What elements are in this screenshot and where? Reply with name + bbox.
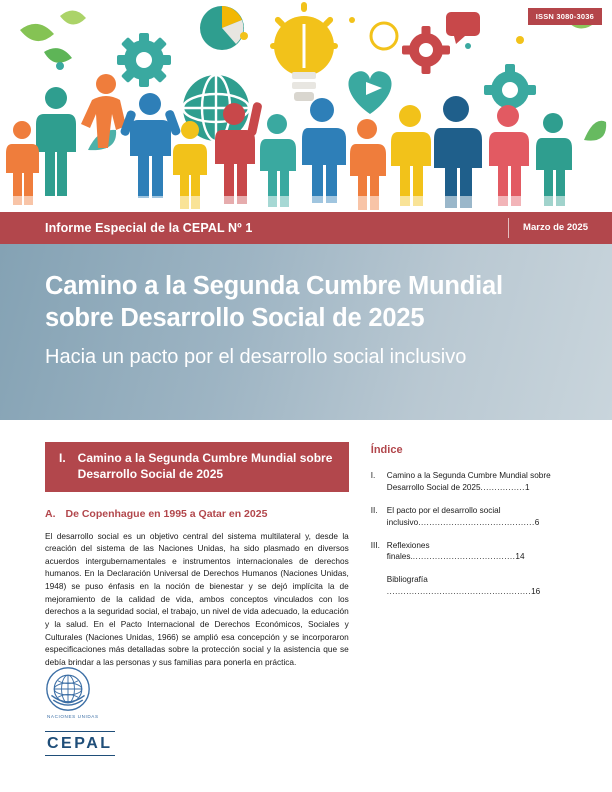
toc-leader: ................ <box>480 482 525 492</box>
toc-leader: ..................................... <box>412 552 516 562</box>
footer-logos <box>45 666 245 756</box>
main-column <box>45 442 349 668</box>
toc-entry[interactable] <box>371 505 567 529</box>
cepal-wordmark-text: CEPAL <box>47 735 113 752</box>
toc-entry-number: I. <box>370 471 376 480</box>
content-area <box>0 420 612 668</box>
section-header <box>45 442 349 492</box>
toc-entry-number: III. <box>370 540 380 550</box>
toc-title: Índice <box>370 444 403 456</box>
toc-entry-number <box>371 574 387 598</box>
toc-entry-body <box>387 505 567 529</box>
body-paragraph: El desarrollo social es un objetivo central del sistema multilateral y, desde la creación del sistema de las Naciones Unidas, ha sido plasmado en diversos acuerdos intergubernamentales e instrumentos internacionales de derechos humanos. En la Declaración Universal de Derechos Humanos (Naciones Unidas, 1948) se puso énfasis en la noción de bienestar y se dejó implícita la de mejoramiento de la calidad de vida, ambos conceptos vinculados con los derechos a la seguridad social, el trabajo, un nivel de vida adecuado, la educación y la salud. En el Pacto Internacional de Derechos Económicos, Sociales y Culturales (Naciones Unidas, 1966) se amplió esa concepción y se incorporaron especificaciones más detalladas sobre la protección social y la asistencia que se debía brindar a las personas y sus familias para ponerla en práctica. <box>45 530 349 667</box>
united-nations-logo <box>45 666 91 712</box>
toc-entry-page: 14 <box>515 552 525 562</box>
section-heading: Camino a la Segunda Cumbre Mundial sobre Desarrollo Social de 2025 <box>77 451 333 481</box>
page-title: Camino a la Segunda Cumbre Mundial sobre Desarrollo Social de 2025 <box>45 272 503 333</box>
toc-entry[interactable] <box>371 574 567 598</box>
toc-entry-text: Camino a la Segunda Cumbre Mundial sobre Desarrollo Social de 2025 <box>386 471 551 492</box>
toc-entry-page: 6 <box>534 517 540 527</box>
title-block <box>0 244 612 420</box>
series-label: Informe Especial de la CEPAL Nº 1 <box>45 221 253 235</box>
section-number: I. <box>59 451 66 465</box>
toc-entry-text: Reflexiones finales. <box>386 540 430 562</box>
page-subtitle: Hacia un pacto por el desarrollo social inclusivo <box>45 345 467 368</box>
un-logo-caption: NACIONES UNIDAS <box>47 714 99 719</box>
toc-entry[interactable] <box>371 470 567 494</box>
toc-entry-body <box>387 470 567 494</box>
toc-leader: .......................................... <box>418 517 535 527</box>
subsection-header <box>45 508 349 520</box>
toc-leader: .................................................... <box>386 587 532 597</box>
toc-column <box>371 442 567 668</box>
subsection-title: De Copenhague en 1995 a Qatar en 2025 <box>65 507 268 520</box>
toc-entry-page: 16 <box>531 587 541 597</box>
toc-entry-number: II. <box>370 505 378 515</box>
cover-artwork <box>0 0 612 212</box>
toc-entry-text: El pacto por el desarrollo social inclusivo <box>386 505 501 527</box>
issn-badge: ISSN 3080-3036 <box>528 8 602 25</box>
toc-entry-text: Bibliografía <box>386 575 428 585</box>
cover-illustration <box>0 0 612 212</box>
subsection-letter: A. <box>45 507 56 520</box>
issue-date: Marzo de 2025 <box>508 218 612 238</box>
toc-entry-body <box>387 574 567 598</box>
toc-entry[interactable] <box>371 540 567 564</box>
series-bar <box>0 212 612 244</box>
toc-entry-page: 1 <box>524 482 530 492</box>
toc-entry-body <box>387 540 567 564</box>
cepal-wordmark <box>45 731 115 756</box>
